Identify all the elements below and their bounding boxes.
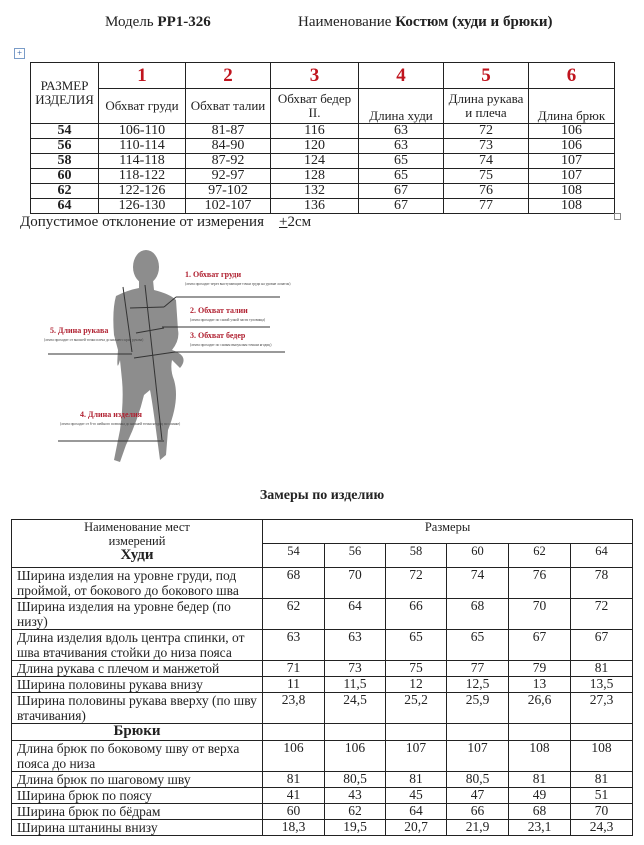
size-column-header: 60 <box>447 544 509 568</box>
cell: 65 <box>386 630 447 661</box>
empty-cell <box>386 724 447 741</box>
cell: 47 <box>447 788 509 804</box>
cell: 63 <box>359 139 444 154</box>
col-num: 2 <box>186 63 271 89</box>
cell: 65 <box>359 154 444 169</box>
col-label: Длина брюк <box>529 89 615 124</box>
size-column-header: 54 <box>263 544 325 568</box>
cell: 70 <box>325 568 386 599</box>
label-length: 4. Длина изделия <box>80 410 142 419</box>
size-column-header: 62 <box>509 544 571 568</box>
cell: 75 <box>386 661 447 677</box>
cell: 107 <box>529 154 615 169</box>
table-row <box>12 677 633 693</box>
cell: 136 <box>271 199 359 214</box>
table-row <box>12 741 633 772</box>
cell: 106 <box>325 741 386 772</box>
cell: 68 <box>447 599 509 630</box>
cell: 92-97 <box>186 169 271 184</box>
col-num: 5 <box>444 63 529 89</box>
cell: 21,9 <box>447 820 509 836</box>
cell: 70 <box>571 804 633 820</box>
cell: 81 <box>386 772 447 788</box>
cell: 66 <box>447 804 509 820</box>
cell: 64 <box>325 599 386 630</box>
cell: 25,2 <box>386 693 447 724</box>
cell: 60 <box>263 804 325 820</box>
cell: 72 <box>571 599 633 630</box>
cell: 74 <box>447 568 509 599</box>
cell: 25,9 <box>447 693 509 724</box>
cell: 107 <box>447 741 509 772</box>
note-hips: (лента проходит по самым выпуклым точкам ягодиц) <box>190 343 272 347</box>
cell: 80,5 <box>325 772 386 788</box>
cell: 106 <box>529 124 615 139</box>
label-chest: 1. Обхват груди <box>185 270 242 279</box>
cell: 106 <box>529 139 615 154</box>
note-waist: (лента проходит по самой узкой части туловища) <box>190 318 266 322</box>
label-sleeve: 5. Длина рукава <box>50 326 109 335</box>
tolerance-note: Допустимое отклонение от измерения +2см <box>20 214 312 230</box>
cell: 51 <box>571 788 633 804</box>
cell: 81 <box>263 772 325 788</box>
measure-table <box>11 519 633 836</box>
cell: 43 <box>325 788 386 804</box>
col-label: Обхват бедер II. <box>271 89 359 124</box>
col-num: 4 <box>359 63 444 89</box>
cell: 23,1 <box>509 820 571 836</box>
cell: 107 <box>529 169 615 184</box>
size-cell: 62 <box>31 184 99 199</box>
cell: 71 <box>263 661 325 677</box>
cell: 79 <box>509 661 571 677</box>
col-label: Длина рукава и плеча <box>444 89 529 124</box>
section-row <box>12 724 633 741</box>
cell: 84-90 <box>186 139 271 154</box>
cell: 19,5 <box>325 820 386 836</box>
cell: 24,5 <box>325 693 386 724</box>
measurement-name: Ширина половины рукава вверху (по шву втачивания) <box>12 693 263 724</box>
cell: 72 <box>386 568 447 599</box>
section-pants: Брюки <box>12 724 263 741</box>
size-cell: 64 <box>31 199 99 214</box>
cell: 76 <box>444 184 529 199</box>
cell: 45 <box>386 788 447 804</box>
cell: 11 <box>263 677 325 693</box>
note-sleeve: (лента проходит от высшей точки плеча до нижнего края рукава) <box>44 338 144 342</box>
cell: 67 <box>359 199 444 214</box>
table-row <box>12 630 633 661</box>
col-label: Обхват груди <box>99 89 186 124</box>
table-row <box>12 568 633 599</box>
cell: 110-114 <box>99 139 186 154</box>
size-cell: 58 <box>31 154 99 169</box>
section-hoodie: Худи <box>120 547 154 563</box>
cell: 120 <box>271 139 359 154</box>
cell: 132 <box>271 184 359 199</box>
cell: 49 <box>509 788 571 804</box>
cell: 108 <box>509 741 571 772</box>
cell: 73 <box>444 139 529 154</box>
table-move-handle-icon[interactable]: + <box>14 48 25 59</box>
table-row <box>12 599 633 630</box>
measurement-name: Длина рукава с плечом и манжетой <box>12 661 263 677</box>
cell: 18,3 <box>263 820 325 836</box>
cell: 66 <box>386 599 447 630</box>
cell: 23,8 <box>263 693 325 724</box>
size-cell: 54 <box>31 124 99 139</box>
cell: 27,3 <box>571 693 633 724</box>
cell: 77 <box>447 661 509 677</box>
body-measurement-figure <box>40 240 300 470</box>
measurement-name: Ширина штанины внизу <box>12 820 263 836</box>
cell: 106-110 <box>99 124 186 139</box>
measurement-name: Ширина брюк по поясу <box>12 788 263 804</box>
col-num: 1 <box>99 63 186 89</box>
measurement-name: Ширина изделия на уровне бедер (по низу) <box>12 599 263 630</box>
cell: 108 <box>571 741 633 772</box>
table-row <box>31 199 615 214</box>
cell: 13 <box>509 677 571 693</box>
cell: 13,5 <box>571 677 633 693</box>
cell: 106 <box>263 741 325 772</box>
cell: 24,3 <box>571 820 633 836</box>
name-header: Наименование мест измерений Худи <box>12 520 263 568</box>
cell: 81-87 <box>186 124 271 139</box>
size-cell: 56 <box>31 139 99 154</box>
cell: 67 <box>571 630 633 661</box>
table-row <box>12 820 633 836</box>
measurement-name: Ширина изделия на уровне груди, под проймой, от бокового до бокового шва <box>12 568 263 599</box>
table-row <box>31 169 615 184</box>
cell: 63 <box>325 630 386 661</box>
cell: 65 <box>447 630 509 661</box>
size-header: РАЗМЕР ИЗДЕЛИЯ <box>31 63 99 124</box>
col-label: Длина худи <box>359 89 444 124</box>
cell: 122-126 <box>99 184 186 199</box>
cell: 20,7 <box>386 820 447 836</box>
cell: 87-92 <box>186 154 271 169</box>
cell: 62 <box>263 599 325 630</box>
measurement-name: Ширина брюк по бёдрам <box>12 804 263 820</box>
cell: 76 <box>509 568 571 599</box>
cell: 75 <box>444 169 529 184</box>
cell: 41 <box>263 788 325 804</box>
cell: 62 <box>325 804 386 820</box>
cell: 77 <box>444 199 529 214</box>
label-hips: 3. Обхват бедер <box>190 331 246 340</box>
size-column-header: 58 <box>386 544 447 568</box>
table-row <box>31 154 615 169</box>
measurement-name: Длина изделия вдоль центра спинки, от шва втачивания стойки до низа пояса <box>12 630 263 661</box>
cell: 67 <box>509 630 571 661</box>
empty-cell <box>509 724 571 741</box>
table-row <box>12 788 633 804</box>
table-row <box>12 661 633 677</box>
empty-cell <box>325 724 386 741</box>
cell: 68 <box>263 568 325 599</box>
size-cell: 60 <box>31 169 99 184</box>
cell: 11,5 <box>325 677 386 693</box>
col-num: 3 <box>271 63 359 89</box>
cell: 12 <box>386 677 447 693</box>
measure-table-title: Замеры по изделию <box>259 488 385 503</box>
cell: 67 <box>359 184 444 199</box>
cell: 81 <box>571 661 633 677</box>
empty-cell <box>447 724 509 741</box>
empty-cell <box>571 724 633 741</box>
table-row <box>31 139 615 154</box>
cell: 65 <box>359 169 444 184</box>
cell: 102-107 <box>186 199 271 214</box>
cell: 116 <box>271 124 359 139</box>
table-row <box>12 804 633 820</box>
cell: 128 <box>271 169 359 184</box>
table-row <box>31 124 615 139</box>
cell: 81 <box>571 772 633 788</box>
product-name: Наименование Костюм (худи и брюки) <box>298 14 553 30</box>
cell: 118-122 <box>99 169 186 184</box>
measurement-name: Длина брюк по боковому шву от верха пояса до низа <box>12 741 263 772</box>
size-table <box>30 62 615 214</box>
cell: 107 <box>386 741 447 772</box>
table-row <box>31 184 615 199</box>
cell: 73 <box>325 661 386 677</box>
cell: 78 <box>571 568 633 599</box>
measurement-name: Длина брюк по шаговому шву <box>12 772 263 788</box>
table-row <box>12 772 633 788</box>
cell: 70 <box>509 599 571 630</box>
measurement-name: Ширина половины рукава внизу <box>12 677 263 693</box>
cell: 126-130 <box>99 199 186 214</box>
table-resize-handle[interactable] <box>614 213 621 220</box>
cell: 12,5 <box>447 677 509 693</box>
cell: 64 <box>386 804 447 820</box>
note-length: (лента проходит от 6-го шейного позвонка до нижней точки ягодиц по спинке) <box>60 422 181 426</box>
sizes-header: Размеры <box>263 520 633 544</box>
empty-cell <box>263 724 325 741</box>
cell: 72 <box>444 124 529 139</box>
cell: 74 <box>444 154 529 169</box>
cell: 97-102 <box>186 184 271 199</box>
size-column-header: 64 <box>571 544 633 568</box>
col-label: Обхват талии <box>186 89 271 124</box>
cell: 108 <box>529 199 615 214</box>
model-label: Модель PP1-326 <box>105 14 211 30</box>
table-row <box>12 693 633 724</box>
label-waist: 2. Обхват талии <box>190 306 248 315</box>
col-num: 6 <box>529 63 615 89</box>
cell: 80,5 <box>447 772 509 788</box>
note-chest: (лента проходит через выступающие точки груди на уровне лопаток) <box>185 282 291 286</box>
cell: 68 <box>509 804 571 820</box>
cell: 63 <box>263 630 325 661</box>
cell: 108 <box>529 184 615 199</box>
cell: 114-118 <box>99 154 186 169</box>
cell: 63 <box>359 124 444 139</box>
cell: 26,6 <box>509 693 571 724</box>
cell: 124 <box>271 154 359 169</box>
size-column-header: 56 <box>325 544 386 568</box>
cell: 81 <box>509 772 571 788</box>
